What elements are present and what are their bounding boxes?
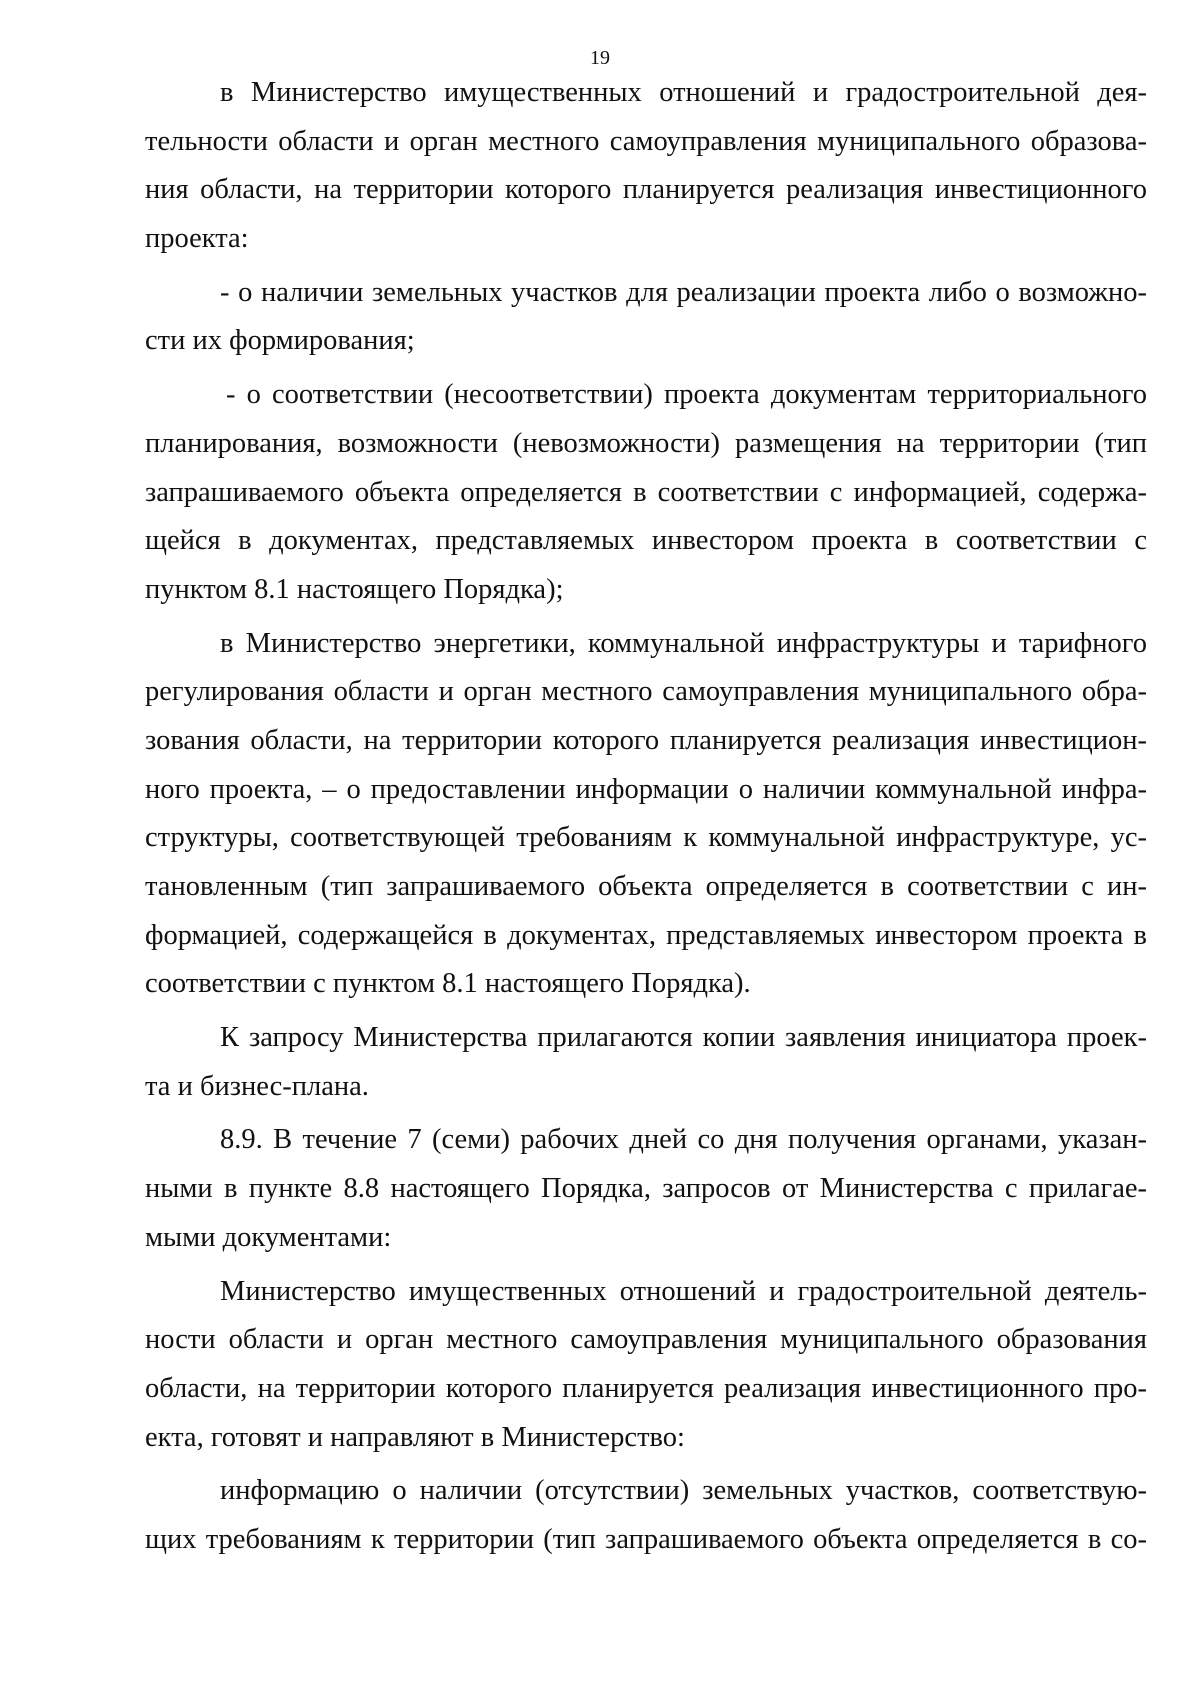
text-line: екта, готовят и направляют в Министерство:: [145, 1421, 685, 1453]
text-line: запрашиваемого объекта определяется в соответствии с информацией, содержа-: [145, 476, 1147, 508]
document-body: [145, 69, 1147, 1565]
text-line: пунктом 8.1 настоящего Порядка);: [145, 573, 564, 605]
text-line: щих требованиям к территории (тип запрашиваемого объекта определяется в со-: [145, 1523, 1147, 1555]
text-line: К запросу Министерства прилагаются копии заявления инициатора проек-: [220, 1022, 1147, 1054]
text-line: тановленным (тип запрашиваемого объекта определяется в соответствии с ин-: [145, 871, 1147, 902]
text-line: 8.9. В течение 7 (семи) рабочих дней со дня получения органами, указан-: [220, 1124, 1147, 1156]
text-line: области, на территории которого планируется реализация инвестиционного про-: [145, 1372, 1147, 1404]
text-line: зования области, на территории которого планируется реализация инвестицион-: [145, 724, 1147, 756]
text-line: та и бизнес-плана.: [145, 1070, 369, 1102]
text-line: щейся в документах, представляемых инвестором проекта в соответствии с: [145, 525, 1147, 557]
text-line: планирования, возможности (невозможности) размещения на территории (тип: [145, 427, 1147, 459]
text-line: тельности области и орган местного самоуправления муниципального образова-: [145, 125, 1147, 157]
text-line: сти их формирования;: [145, 325, 415, 357]
page-number: 19: [590, 47, 610, 69]
text-line: информацию о наличии (отсутствии) земельных участков, соответствую-: [220, 1475, 1147, 1507]
text-line: ности области и орган местного самоуправления муниципального образования: [145, 1324, 1147, 1356]
text-line: соответствии с пунктом 8.1 настоящего Порядка).: [145, 968, 751, 1000]
text-line: ными в пункте 8.8 настоящего Порядка, запросов от Министерства с прилагае-: [145, 1173, 1147, 1205]
text-line: в Министерство энергетики, коммунальной инфраструктуры и тарифного: [220, 627, 1147, 659]
text-line: Министерство имущественных отношений и градостроительной деятель-: [220, 1275, 1147, 1307]
text-line: ного проекта, – о предоставлении информации о наличии коммунальной инфра-: [145, 773, 1147, 805]
text-line: - о соответствии (несоответствии) проекта документам территориального: [226, 379, 1147, 411]
text-line: - о наличии земельных участков для реализации проекта либо о возможно-: [220, 276, 1147, 308]
text-line: формацией, содержащейся в документах, представляемых инвестором проекта в: [145, 919, 1147, 951]
text-line: проекта:: [145, 223, 249, 255]
text-line: ния области, на территории которого планируется реализация инвестиционного: [145, 174, 1147, 206]
text-line: регулирования области и орган местного самоуправления муниципального обра-: [145, 676, 1147, 708]
text-line: структуры, соответствующей требованиям к коммунальной инфраструктуре, ус-: [145, 822, 1147, 854]
text-line: в Министерство имущественных отношений и градостроительной дея-: [220, 77, 1147, 108]
text-line: мыми документами:: [145, 1221, 392, 1253]
